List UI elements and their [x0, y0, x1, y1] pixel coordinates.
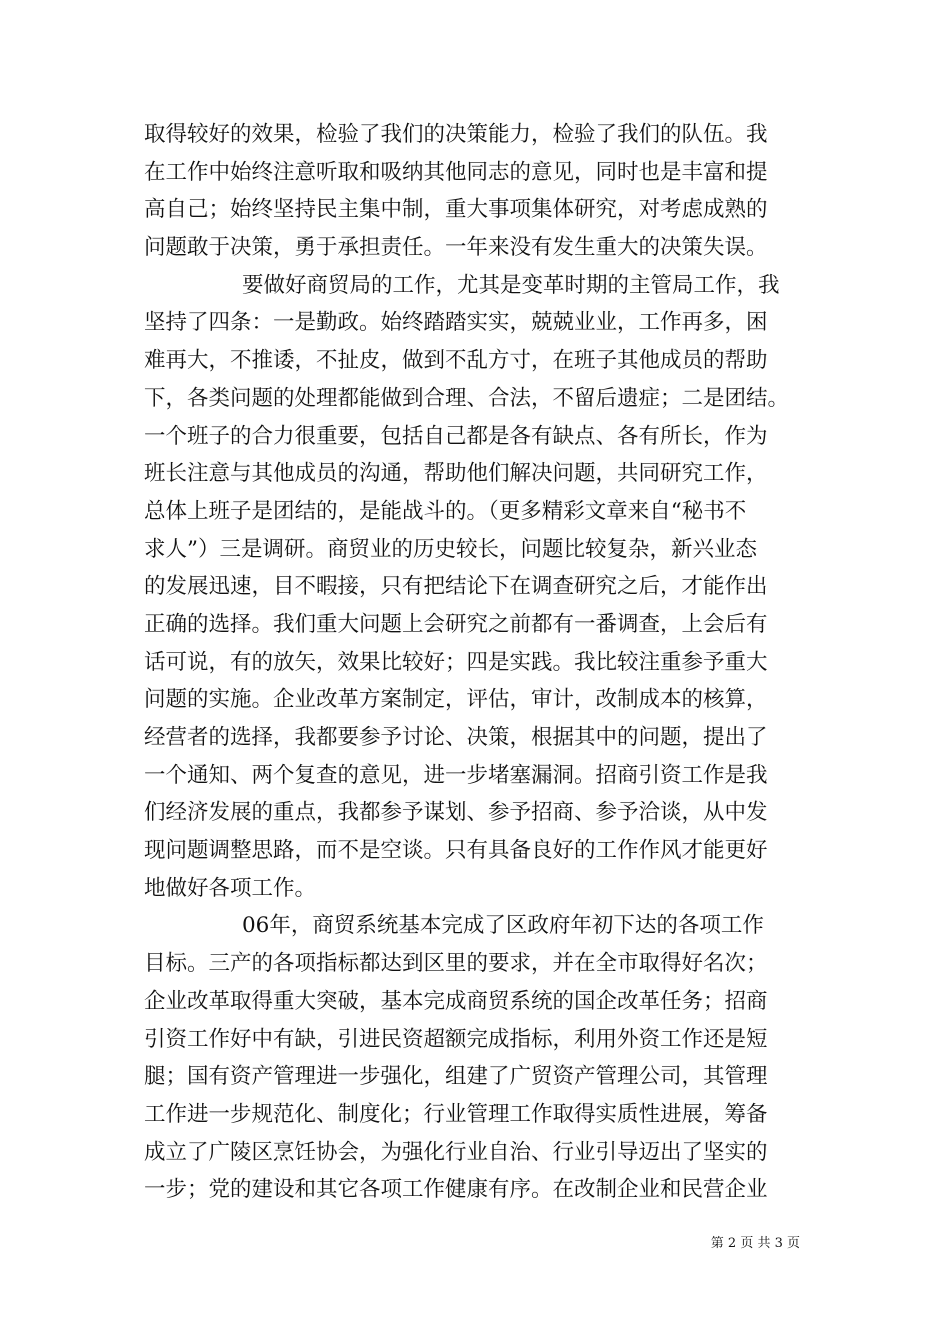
text-line: 在工作中始终注意听取和吸纳其他同志的意见，同时也是丰富和提: [144, 159, 768, 185]
text-line: 下，各类问题的处理都能做到合理、合法，不留后遗症；二是团结。: [144, 385, 790, 411]
text-line: 地做好各项工作。: [144, 875, 317, 901]
text-line: 求人”）三是调研。商贸业的历史较长，问题比较复杂，新兴业态: [144, 536, 757, 562]
text-line: 目标。三产的各项指标都达到区里的要求，并在全市取得好名次；: [144, 951, 768, 977]
text-line: 问题敢于决策，勇于承担责任。一年来没有发生重大的决策失误。: [144, 235, 768, 261]
text-line: 工作进一步规范化、制度化；行业管理工作取得实质性进展，筹备: [144, 1101, 768, 1127]
text-line: 企业改革取得重大突破，基本完成商贸系统的国企改革任务；招商: [144, 988, 768, 1014]
text-line: 要做好商贸局的工作，尤其是变革时期的主管局工作，我: [242, 272, 780, 298]
text-line: 班长注意与其他成员的沟通，帮助他们解决问题，共同研究工作，: [144, 461, 768, 487]
page-number-footer: 第 2 页 共 3 页: [710, 1236, 800, 1251]
text-line: 难再大，不推诿，不扯皮，做到不乱方寸，在班子其他成员的帮助: [144, 348, 768, 374]
text-line: 正确的选择。我们重大问题上会研究之前都有一番调查，上会后有: [144, 611, 768, 637]
text-line: 的发展迅速，目不暇接，只有把结论下在调查研究之后，才能作出: [144, 574, 768, 600]
text-line: 坚持了四条：一是勤政。始终踏踏实实，兢兢业业，工作再多，困: [144, 310, 768, 336]
text-line: 06年，商贸系统基本完成了区政府年初下达的各项工作: [242, 913, 764, 939]
text-line: 引资工作好中有缺，引进民资超额完成指标，利用外资工作还是短: [144, 1026, 768, 1052]
text-line: 问题的实施。企业改革方案制定，评估，审计，改制成本的核算，: [144, 687, 768, 713]
text-line: 成立了广陵区烹饪协会，为强化行业自治、行业引导迈出了坚实的: [144, 1139, 768, 1165]
text-line: 们经济发展的重点，我都参予谋划、参予招商、参予洽谈，从中发: [144, 800, 768, 826]
text-line: 取得较好的效果，检验了我们的决策能力，检验了我们的队伍。我: [144, 122, 768, 147]
text-line: 一个班子的合力很重要，包括自己都是各有缺点、各有所长，作为: [144, 423, 768, 449]
text-line: 腿；国有资产管理进一步强化，组建了广贸资产管理公司，其管理: [144, 1064, 768, 1090]
text-line: 一个通知、两个复查的意见，进一步堵塞漏洞。招商引资工作是我: [144, 762, 768, 788]
text-line: 一步；党的建设和其它各项工作健康有序。在改制企业和民营企业: [144, 1177, 768, 1203]
text-line: 总体上班子是团结的，是能战斗的。（更多精彩文章来自“秘书不: [144, 498, 747, 524]
text-line: 现问题调整思路，而不是空谈。只有具备良好的工作作风才能更好: [144, 838, 768, 864]
text-line: 经营者的选择，我都要参予讨论、决策，根据其中的问题，提出了: [144, 725, 768, 750]
text-line: 高自己；始终坚持民主集中制，重大事项集体研究，对考虑成熟的: [144, 197, 768, 223]
body-text: [144, 116, 824, 1209]
text-line: 话可说，有的放矢，效果比较好；四是实践。我比较注重参予重大: [144, 649, 768, 675]
